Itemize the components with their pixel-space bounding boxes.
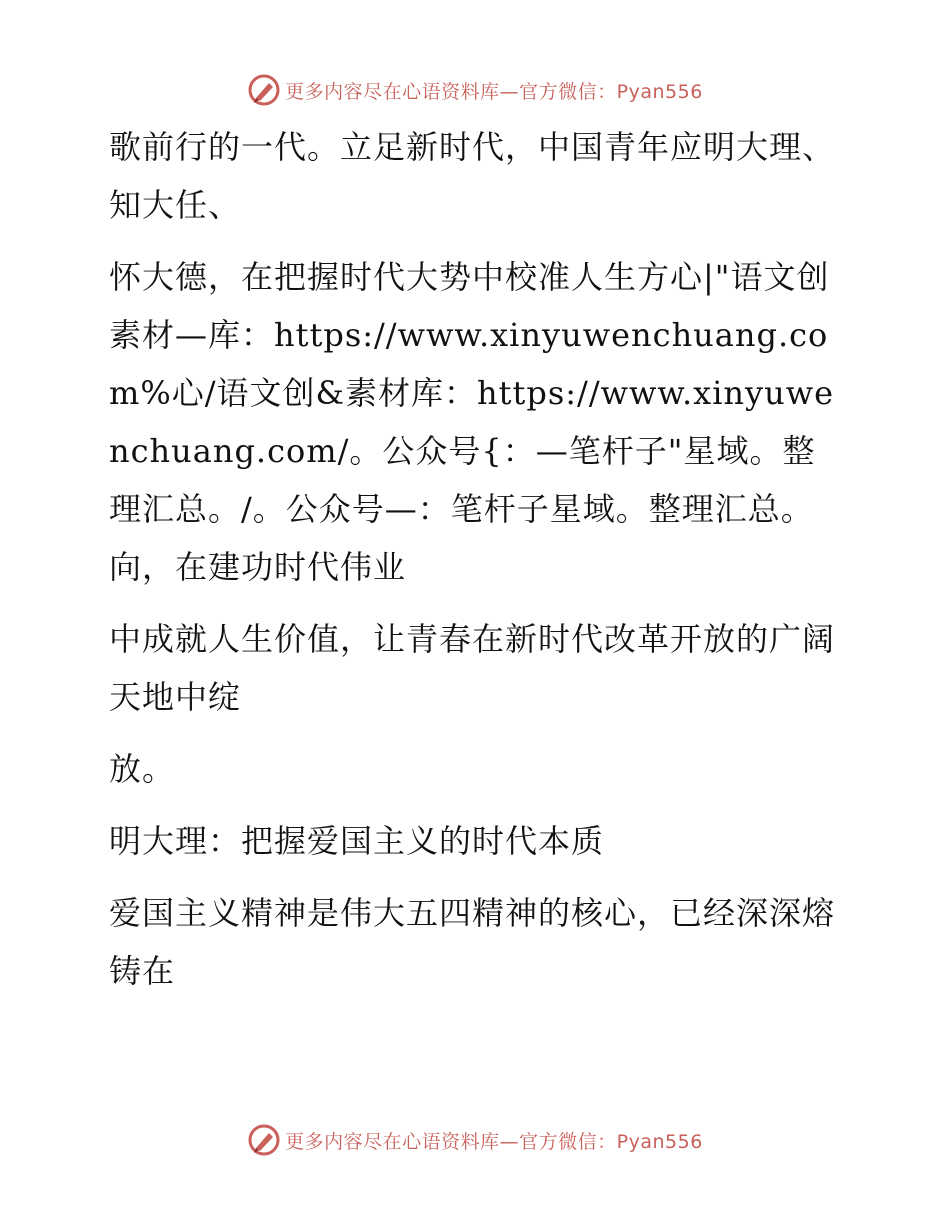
header-banner	[0, 70, 950, 110]
section-heading: 明大理：把握爱国主义的时代本质	[109, 822, 605, 860]
pen-nib-seal-icon	[247, 73, 281, 107]
paragraph-2: 怀大德，在把握时代大势中校准人生方心|"语文创素材—库：https://www.xinyuwenchuang.com%心/语文创&素材库：https://www.xinyuwenchuang.com/。公众号{：—笔杆子"星域。整理汇总。/。公众号—：笔杆子星域。整理汇总。向，在建功时代伟业	[109, 258, 835, 586]
footer-banner	[0, 1120, 950, 1160]
paragraph-1: 歌前行的一代。立足新时代，中国青年应明大理、知大任、	[109, 128, 836, 224]
paragraph-5: 爱国主义精神是伟大五四精神的核心，已经深深熔铸在	[109, 894, 836, 990]
paragraph-3: 中成就人生价值，让青春在新时代改革开放的广阔天地中绽	[109, 620, 836, 716]
document-body	[97, 118, 837, 1000]
pen-nib-seal-icon	[247, 1123, 281, 1157]
footer-banner-text: 更多内容尽在心语资料库—官方微信：Pyan556	[285, 1130, 703, 1153]
header-banner-text: 更多内容尽在心语资料库—官方微信：Pyan556	[285, 80, 703, 103]
paragraph-4: 放。	[109, 750, 176, 788]
